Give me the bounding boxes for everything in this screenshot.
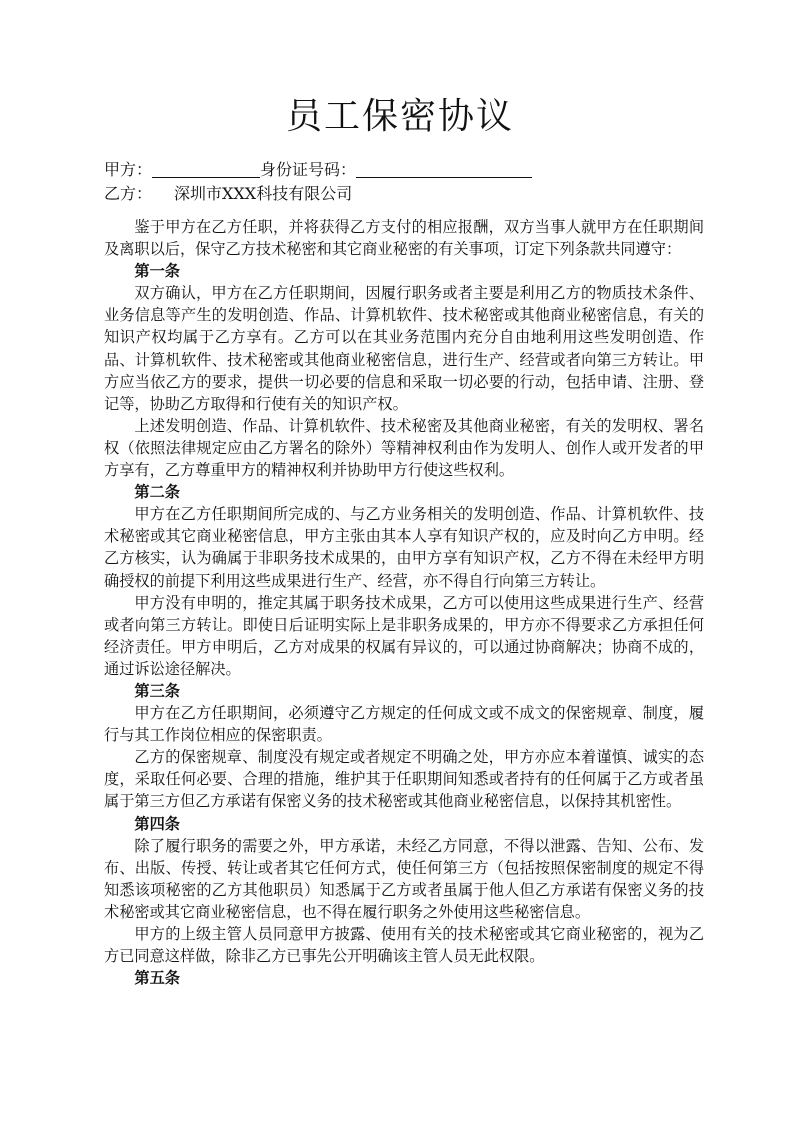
agreement-body <box>104 216 704 989</box>
article-3-paragraph-2: 乙方的保密规章、制度没有规定或者规定不明确之处，甲方亦应本着谨慎、诚实的态度，采取任何必要、合理的措施，维护其于任职期间知悉或者持有的任何属于乙方或者虽属于第三方但乙方承诺有保密义务的技术秘密或其他商业秘密信息，以保持其机密性。 <box>104 748 704 811</box>
article-4-paragraph-2: 甲方的上级主管人员同意甲方披露、使用有关的技术秘密或其它商业秘密的，视为乙方已同意这样做，除非乙方已事先公开明确该主管人员无此权限。 <box>104 925 704 966</box>
id-number-label: 身份证号码： <box>260 160 357 179</box>
article-3-paragraph-1: 甲方在乙方任职期间，必须遵守乙方规定的任何成文或不成文的保密规章、制度，履行与其工作岗位相应的保密职责。 <box>104 704 704 745</box>
article-1-paragraph-2: 上述发明创造、作品、计算机软件、技术秘密及其他商业秘密，有关的发明权、署名权（依照法律规定应由乙方署名的除外）等精神权利由作为发明人、创作人或开发者的甲方享有，乙方尊重甲方的精神权利并协助甲方行使这些权利。 <box>104 416 704 480</box>
article-1-heading: 第一条 <box>134 262 180 281</box>
article-2-heading: 第二条 <box>134 483 180 502</box>
article-3-heading: 第三条 <box>134 681 180 700</box>
article-2-paragraph-1: 甲方在乙方任职期间所完成的、与乙方业务相关的发明创造、作品、计算机软件、技术秘密或其它商业秘密信息，甲方主张由其本人享有知识产权的，应及时向乙方申明。经乙方核实，认为确属于非职务技术成果的，由甲方享有知识产权，乙方不得在未经甲方明确授权的前提下利用这些成果进行生产、经营，亦不得自行向第三方转让。 <box>104 505 704 590</box>
intro-paragraph: 鉴于甲方在乙方任职，并将获得乙方支付的相应报酬，双方当事人就甲方在任职期间及离职以后，保守乙方技术秘密和其它商业秘密的有关事项，订定下列条款共同遵守： <box>104 218 704 259</box>
article-1-paragraph-1: 双方确认，甲方在乙方任职期间，因履行职务或者主要是利用乙方的物质技术条件、业务信息等产生的发明创造、作品、计算机软件、技术秘密或其他商业秘密信息，有关的知识产权均属于乙方享有。乙方可以在其业务范围内充分自由地利用这些发明创造、作品、计算机软件、技术秘密或其他商业秘密信息，进行生产、经营或者向第三方转让。甲方应当依乙方的要求，提供一切必要的信息和采取一切必要的行动，包括申请、注册、登记等，协助乙方取得和行使有关的知识产权。 <box>104 284 704 413</box>
document-title: 员工保密协议 <box>285 96 514 137</box>
article-2-paragraph-2: 甲方没有申明的，推定其属于职务技术成果，乙方可以使用这些成果进行生产、经营或者向第三方转让。即使日后证明实际上是非职务成果的，甲方亦不得要求乙方承担任何经济责任。甲方申明后，乙方对成果的权属有异议的，可以通过协商解决；协商不成的，通过诉讼途径解决。 <box>104 593 704 678</box>
party-b-label: 乙方： <box>104 184 153 203</box>
party-a-blank[interactable] <box>152 159 260 178</box>
party-b-line <box>104 182 352 206</box>
party-b-value: 深圳市XXX科技有限公司 <box>174 184 353 203</box>
article-5-heading: 第五条 <box>134 969 180 988</box>
party-a-label: 甲方： <box>104 160 153 179</box>
party-a-line <box>104 158 532 182</box>
id-number-blank[interactable] <box>356 159 532 178</box>
article-4-heading: 第四条 <box>134 814 180 833</box>
article-4-paragraph-1: 除了履行职务的需要之外，甲方承诺，未经乙方同意，不得以泄露、告知、公布、发布、出版、传授、转让或者其它任何方式，使任何第三方（包括按照保密制度的规定不得知悉该项秘密的乙方其他职员）知悉属于乙方或者虽属于他人但乙方承诺有保密义务的技术秘密或其它商业秘密信息，也不得在履行职务之外使用这些秘密信息。 <box>104 836 704 921</box>
